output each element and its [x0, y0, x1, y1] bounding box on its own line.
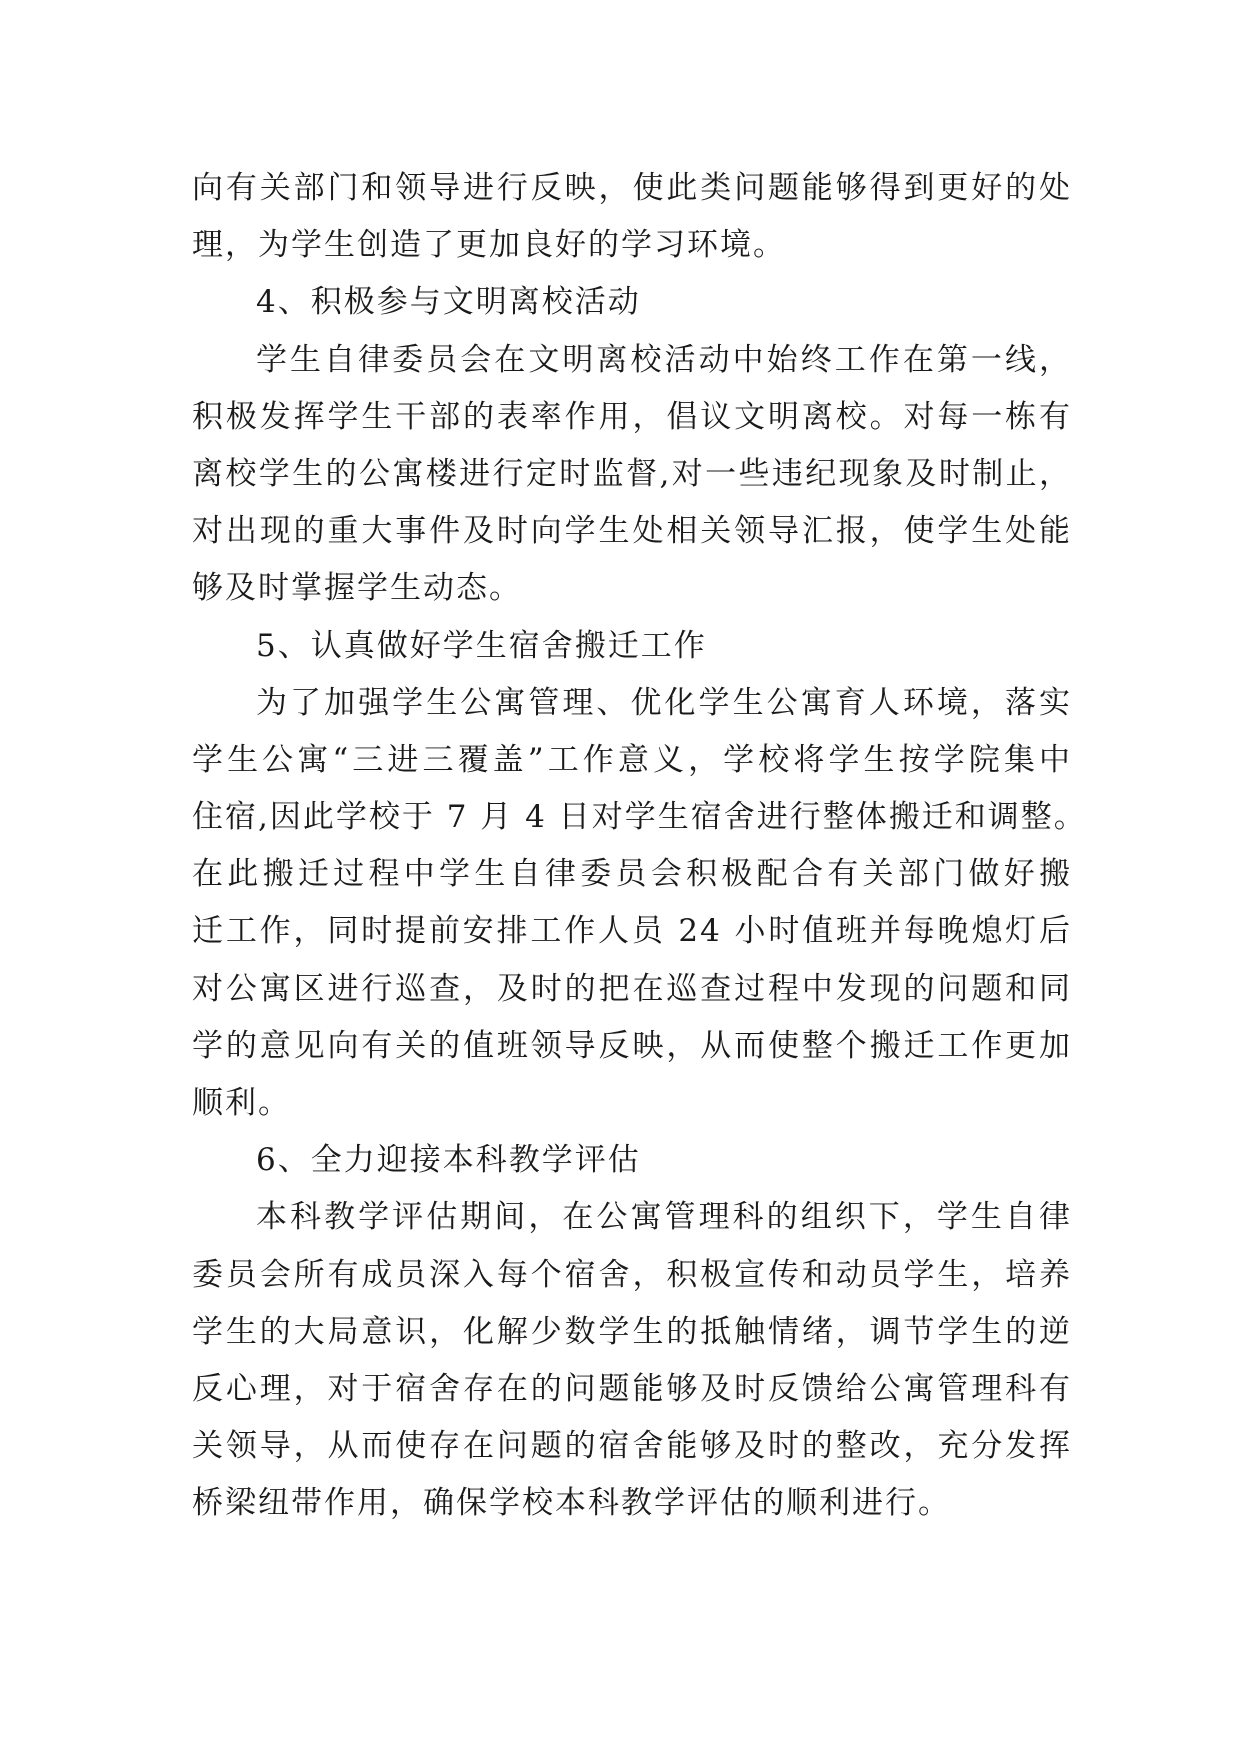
paragraph-line: 委员会所有成员深入每个宿舍，积极宣传和动员学生，培养	[192, 1256, 1072, 1293]
section-heading-6: 6、全力迎接本科教学评估	[256, 1142, 641, 1179]
paragraph-line: 桥梁纽带作用，确保学校本科教学评估的顺利进行。	[192, 1485, 951, 1522]
paragraph-line: 对出现的重大事件及时向学生处相关领导汇报，使学生处能	[192, 513, 1072, 550]
paragraph-line: 本科教学评估期间，在公寓管理科的组织下，学生自律	[256, 1199, 1072, 1236]
paragraph-line: 理，为学生创造了更加良好的学习环境。	[192, 227, 786, 264]
paragraph-line: 积极发挥学生干部的表率作用，倡议文明离校。对每一栋有	[192, 398, 1072, 435]
paragraph-line: 顺利。	[192, 1085, 291, 1121]
paragraph-continuation	[192, 160, 1072, 274]
paragraph-line: 反心理，对于宿舍存在的问题能够及时反馈给公寓管理科有	[192, 1370, 1072, 1407]
paragraph-line: 学生的大局意识，化解少数学生的抵触情绪，调节学生的逆	[192, 1313, 1072, 1350]
paragraph-line: 学生公寓“三进三覆盖”工作意义，学校将学生按学院集中	[192, 741, 1072, 778]
paragraph-line: 住宿,因此学校于 7 月 4 日对学生宿舍进行整体搬迁和调整。	[192, 799, 1087, 836]
document-body	[192, 160, 1087, 1533]
paragraph-section-6	[192, 1189, 1072, 1532]
paragraph-section-4	[192, 332, 1072, 618]
section-heading-4: 4、积极参与文明离校活动	[256, 284, 641, 321]
paragraph-line: 迁工作，同时提前安排工作人员 24 小时值班并每晚熄灯后	[192, 913, 1072, 950]
paragraph-line: 对公寓区进行巡查，及时的把在巡查过程中发现的问题和同	[192, 970, 1072, 1007]
paragraph-line: 向有关部门和领导进行反映，使此类问题能够得到更好的处	[192, 170, 1072, 206]
paragraph-line: 够及时掌握学生动态。	[192, 570, 522, 607]
paragraph-line: 离校学生的公寓楼进行定时监督,对一些违纪现象及时制止，	[192, 455, 1072, 492]
paragraph-line: 学的意见向有关的值班领导反映，从而使整个搬迁工作更加	[192, 1027, 1072, 1064]
paragraph-line: 关领导，从而使存在问题的宿舍能够及时的整改，充分发挥	[192, 1428, 1072, 1465]
paragraph-section-5	[192, 675, 1087, 1133]
section-heading-5: 5、认真做好学生宿舍搬迁工作	[256, 627, 707, 664]
paragraph-line: 在此搬迁过程中学生自律委员会积极配合有关部门做好搬	[192, 856, 1072, 893]
paragraph-line: 学生自律委员会在文明离校活动中始终工作在第一线，	[256, 341, 1072, 378]
paragraph-line: 为了加强学生公寓管理、优化学生公寓育人环境，落实	[256, 684, 1072, 721]
